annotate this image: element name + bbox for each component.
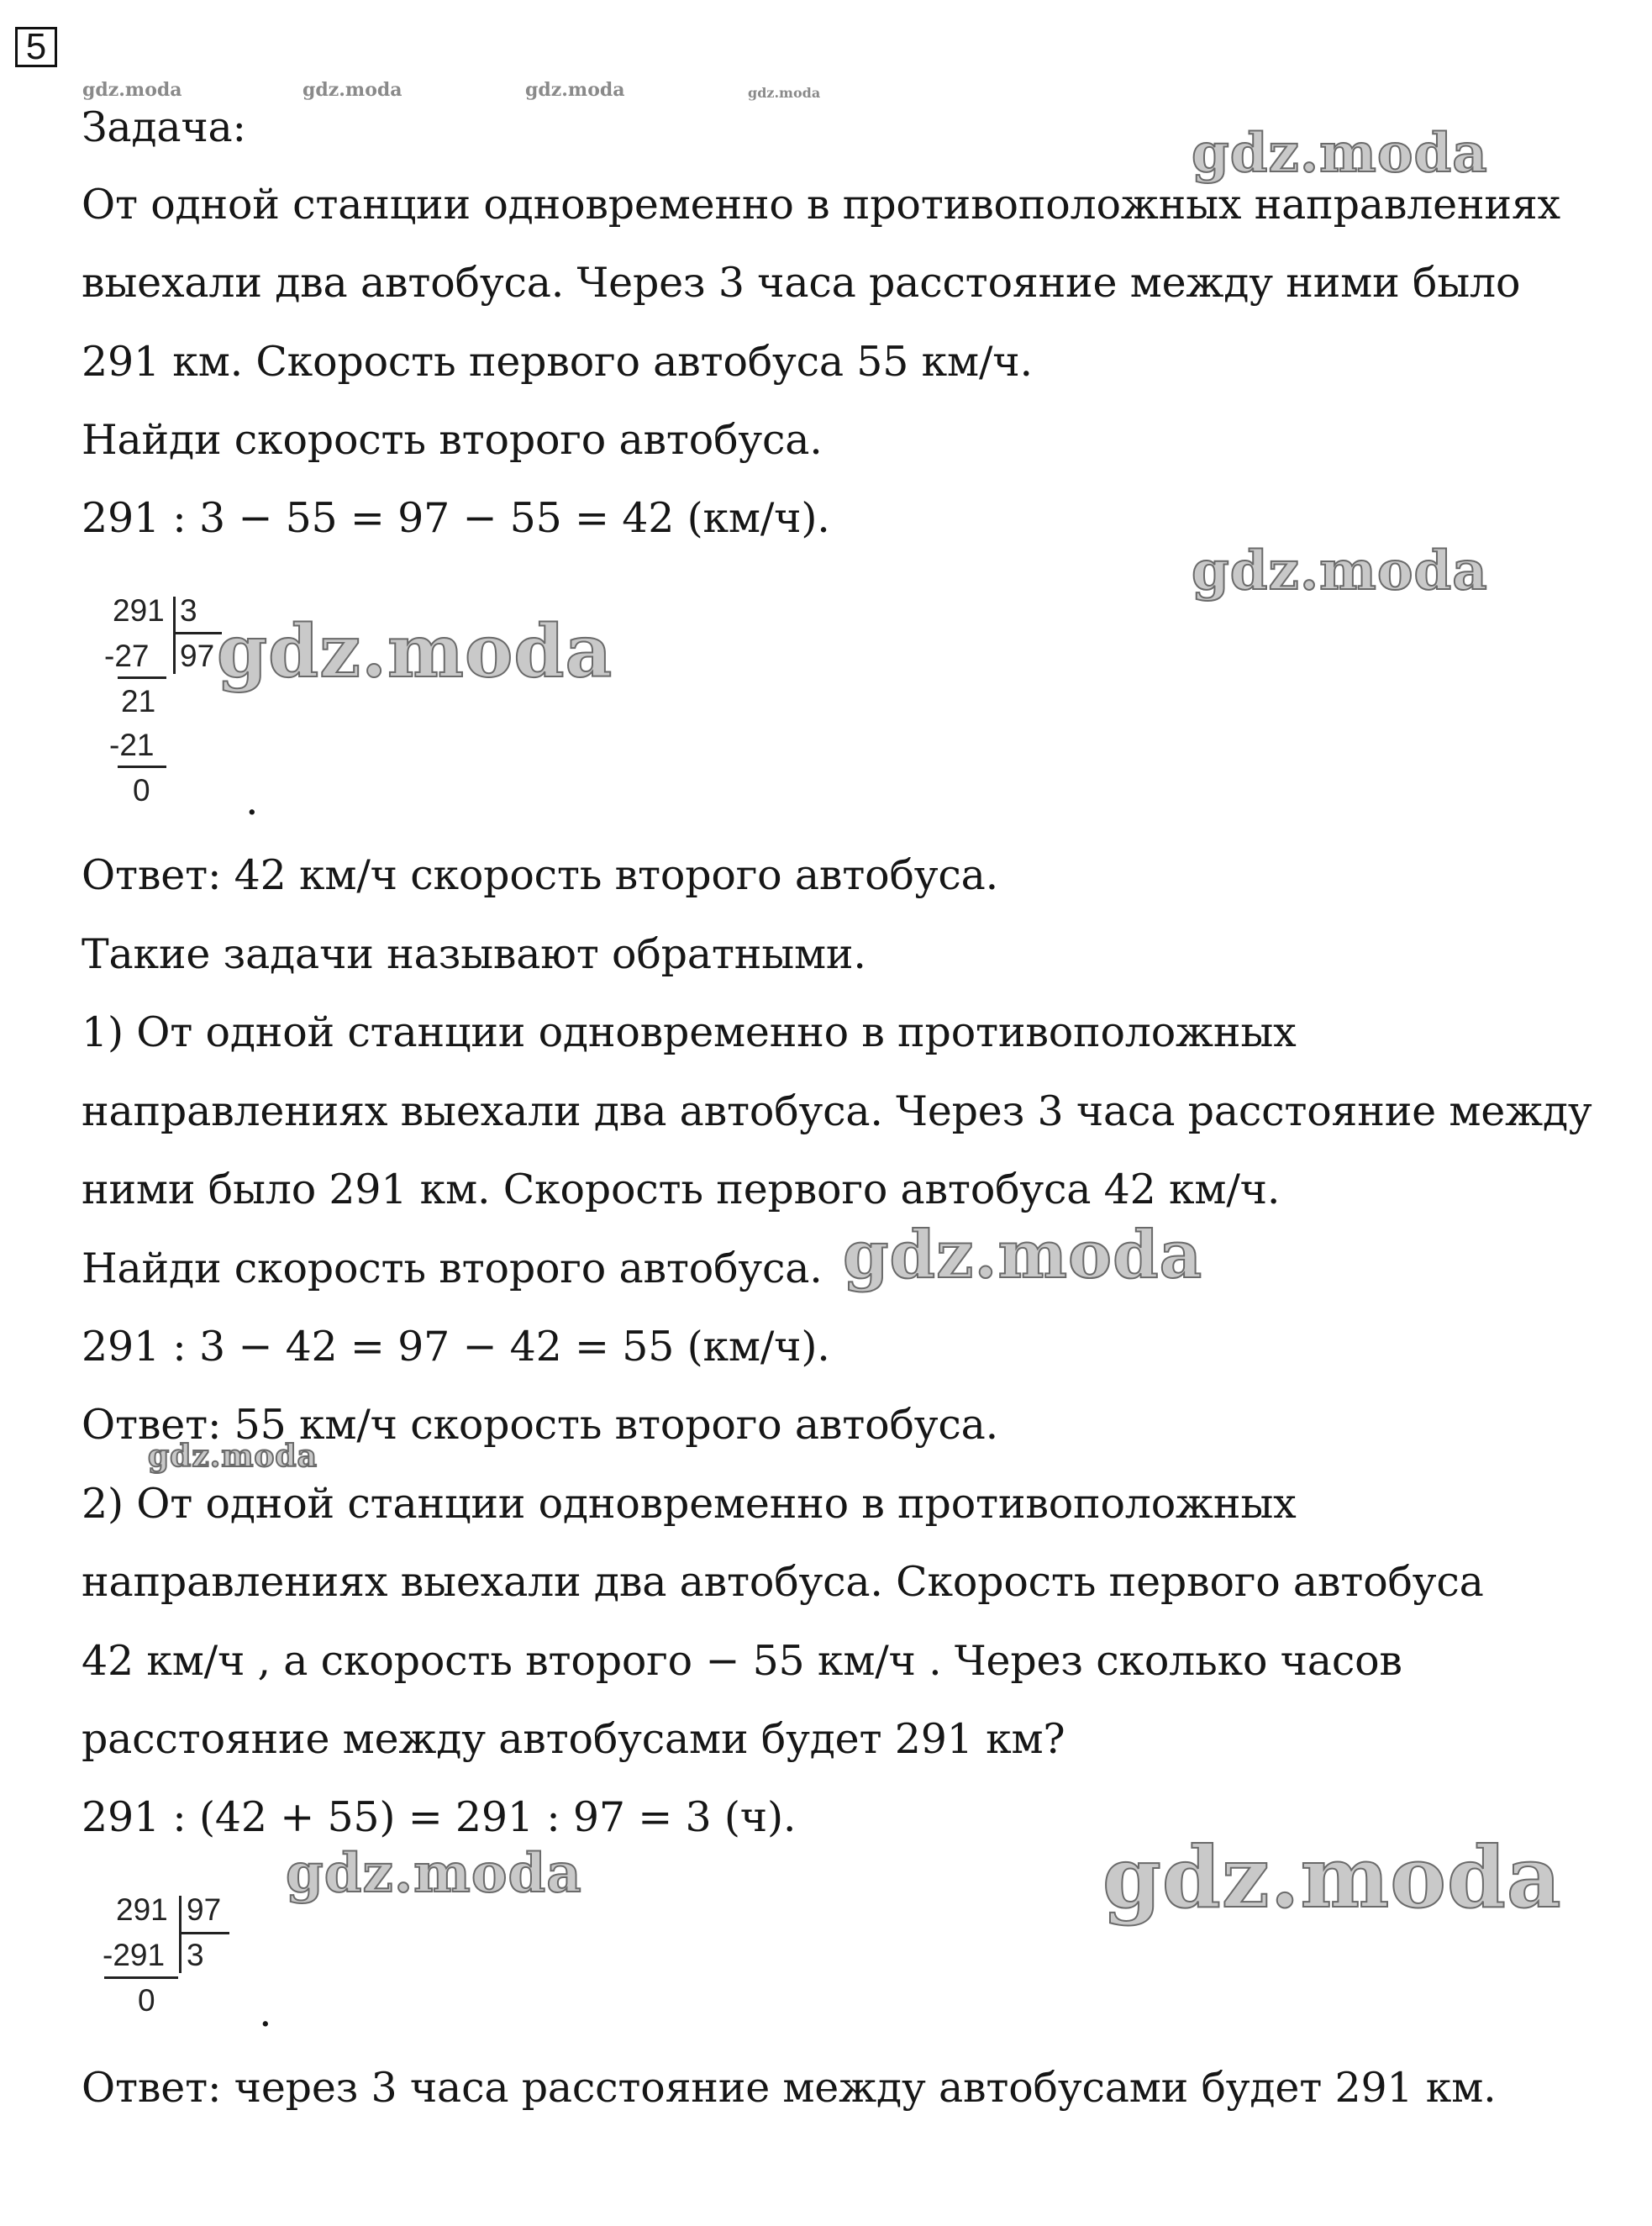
division-final-remainder: 0	[133, 773, 150, 808]
division-quotient: 97	[180, 639, 215, 673]
division-quotient: 3	[187, 1938, 204, 1972]
watermark-small-1: gdz.moda	[82, 79, 182, 101]
answer-line: Ответ: 42 км/ч скорость второго автобуса.	[82, 851, 999, 899]
division-vertical-bar	[179, 1896, 182, 1973]
text-line: От одной станции одновременно в противоположных направлениях	[82, 181, 1560, 229]
division-divisor: 97	[187, 1892, 222, 1927]
task-heading: Задача:	[82, 103, 246, 151]
watermark-large-7: gdz.moda	[1102, 1828, 1562, 1927]
text-line: направлениях выехали два автобуса. Через 3 часа расстояние между	[82, 1087, 1592, 1135]
division-dividend: 291	[113, 593, 165, 628]
text-line: 1) От одной станции одновременно в противоположных	[82, 1008, 1297, 1056]
division-subtrahend: -27	[104, 639, 150, 673]
task-number-badge: 5	[15, 27, 57, 67]
division-divisor: 3	[180, 593, 197, 628]
answer-line: Ответ: через 3 часа расстояние между автобусами будет 291 км.	[82, 2064, 1497, 2112]
division-divisor-underline	[179, 1932, 229, 1934]
text-line: направлениях выехали два автобуса. Скорость первого автобуса	[82, 1558, 1484, 1606]
trailing-dot: .	[245, 776, 259, 824]
division-underline	[118, 766, 166, 768]
division-underline	[118, 676, 166, 679]
text-line: 2) От одной станции одновременно в противоположных	[82, 1480, 1297, 1528]
text-line: Такие задачи называют обратными.	[82, 930, 866, 978]
text-line: Найди скорость второго автобуса.	[82, 1245, 823, 1292]
watermark-small-3: gdz.moda	[525, 79, 625, 101]
text-line: расстояние между автобусами будет 291 км?	[82, 1715, 1065, 1763]
text-line: 42 км/ч , а скорость второго − 55 км/ч . Через сколько часов	[82, 1637, 1402, 1685]
division-divisor-underline	[173, 632, 222, 634]
equation-line: 291 : (42 + 55) = 291 : 97 = 3 (ч).	[82, 1793, 797, 1841]
text-line: Найди скорость второго автобуса.	[82, 416, 823, 464]
division-dividend: 291	[116, 1892, 168, 1927]
equation-line: 291 : 3 − 55 = 97 − 55 = 42 (км/ч).	[82, 494, 830, 542]
division-remainder: 21	[121, 684, 156, 718]
watermark-large-1: gdz.moda	[1192, 122, 1488, 185]
watermark-small-4: gdz.moda	[748, 85, 821, 101]
division-subtrahend: -291	[103, 1938, 166, 1972]
watermark-large-6: gdz.moda	[286, 1842, 582, 1905]
equation-line: 291 : 3 − 42 = 97 − 42 = 55 (км/ч).	[82, 1323, 830, 1371]
text-line: выехали два автобуса. Через 3 часа расстояние между ними было	[82, 259, 1521, 307]
watermark-medium-5: gdz.moda	[148, 1439, 318, 1474]
answer-line: Ответ: 55 км/ч скорость второго автобуса.	[82, 1401, 999, 1449]
division-underline	[104, 1976, 178, 1979]
text-line: 291 км. Скорость первого автобуса 55 км/ч.	[82, 338, 1033, 386]
trailing-dot: .	[259, 1988, 272, 2036]
watermark-large-3: gdz.moda	[217, 609, 613, 694]
watermark-large-2: gdz.moda	[1192, 539, 1488, 603]
division-final-remainder: 0	[138, 1983, 155, 2018]
watermark-small-2: gdz.moda	[303, 79, 402, 101]
watermark-large-4: gdz.moda	[843, 1217, 1203, 1293]
text-line: ними было 291 км. Скорость первого автобуса 42 км/ч.	[82, 1166, 1281, 1213]
division-subtrahend: -21	[109, 728, 155, 762]
division-vertical-bar	[173, 597, 176, 674]
